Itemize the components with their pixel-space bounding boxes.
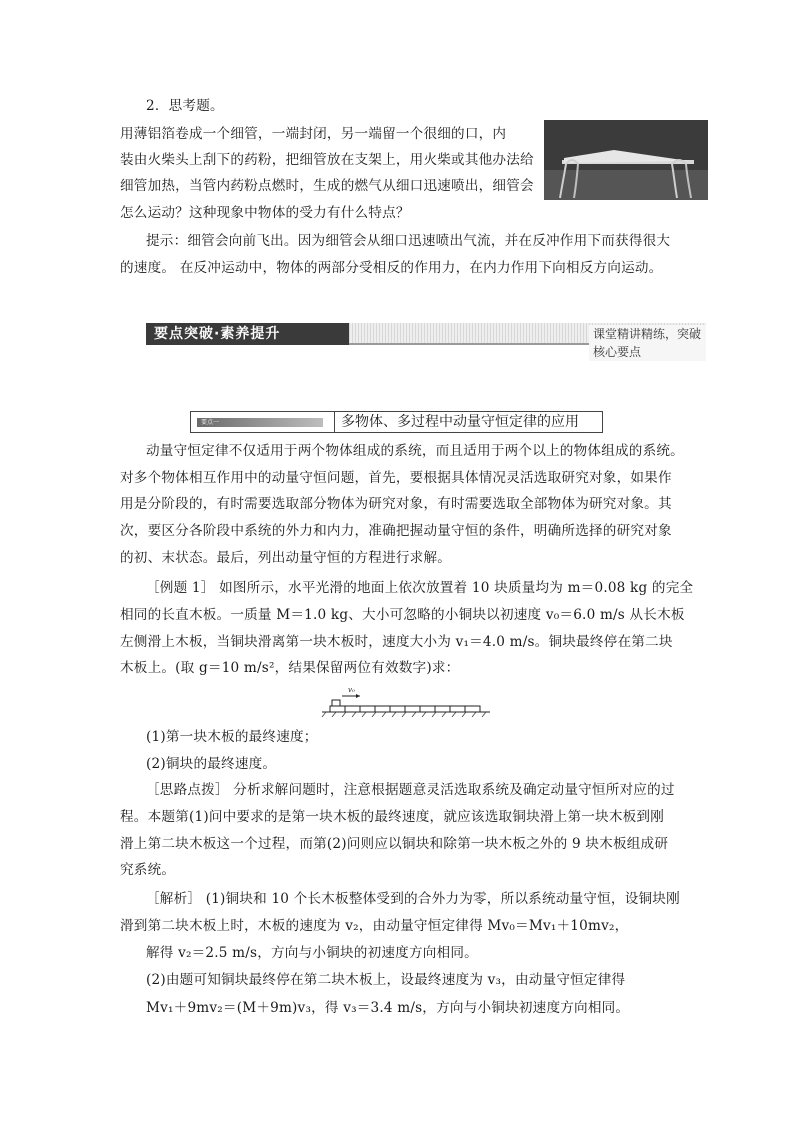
solution-line: ［解析］ (1)铜块和 10 个长木板整体受到的合外力为零，所以系统动量守恒，设铜块刚 — [146, 891, 680, 907]
thinking-line: 滑上第二块木板这一个过程，而第(2)问则应以铜块和除第一块木板之外的 9 块木板组成研 — [120, 836, 669, 852]
thinking-line: ［思路点拨］ 分析求解问题时，注意根据题意灵活选取系统及确定动量守恒所对应的过 — [146, 782, 675, 798]
banner-subtitle: 课堂精讲精练，突破核心要点 — [589, 325, 706, 361]
topic-tag — [197, 418, 323, 427]
solution-line: 解得 v₂＝2.5 m/s，方向与小铜块的初速度方向相同。 — [146, 945, 478, 961]
question-line: 怎么运动？这种现象中物体的受力有什么特点？ — [120, 205, 410, 221]
experiment-photo — [544, 120, 708, 200]
section-banner — [146, 323, 706, 359]
hint-line: 提示：细管会向前飞出。因为细管会从细口迅速喷出气流，并在反冲作用下而获得很大 — [146, 233, 671, 249]
intro-line: 用是分阶段的，有时需要选取部分物体为研究对象，有时需要选取全部物体为研究对象。其 — [120, 496, 672, 512]
boards-diagram — [320, 684, 492, 720]
solution-line: Mv₁＋9mv₂＝(M＋9m)v₃，得 v₃＝3.4 m/s，方向与小铜块初速度方向相同。 — [146, 1000, 630, 1016]
hint-line: 的速度。 在反冲运动中，物体的两部分受相反的作用力，在内力作用下向相反方向运动。 — [120, 260, 663, 276]
topic-tag-label: 要点一 — [201, 419, 220, 426]
example-line: 木板上。(取 g＝10 m/s²，结果保留两位有效数字)求： — [120, 660, 460, 676]
thinking-line: 程。本题第(1)问中要求的是第一块木板的最终速度，就应该选取铜块滑上第一块木板到刚 — [120, 809, 665, 825]
banner-title: 要点突破·素养提升 — [146, 323, 349, 345]
boards-figure — [320, 684, 492, 720]
intro-line: 次，要区分各阶段中系统的外力和内力，准确把握动量守恒的条件，明确所选择的研究对象 — [120, 523, 672, 539]
topic-title: 多物体、多过程中动量守恒定律的应用 — [341, 414, 579, 430]
question-line: 用薄铝箔卷成一个细管，一端封闭，另一端留一个很细的口，内 — [120, 126, 507, 142]
example-line: 相同的长直木板。一质量 M＝1.0 kg、大小可忽略的小铜块以初速度 v₀＝6.0 m/s 从长木板 — [120, 607, 685, 623]
thinking-line: 究系统。 — [120, 862, 176, 878]
topic-divider — [334, 412, 335, 432]
solution-line: 滑到第二块木板上时，木板的速度为 v₂，由动量守恒定律得 Mv₀＝Mv₁＋10mv₂， — [120, 918, 629, 934]
question-item: (2)铜块的最终速度。 — [146, 756, 277, 772]
solution-line: (2)由题可知铜块最终停在第二块木板上，设最终速度为 v₃，由动量守恒定律得 — [146, 972, 626, 988]
question-line: 细管加热，当管内药粉点燃时，生成的燃气从细口迅速喷出，细管会 — [120, 178, 534, 194]
intro-line: 的初、末状态。最后，列出动量守恒的方程进行求解。 — [120, 550, 452, 566]
velocity-label: v₀ — [348, 686, 355, 694]
question-item: (1)第一块木板的最终速度； — [146, 729, 318, 745]
section-heading: 2．思考题。 — [146, 98, 224, 114]
tube-on-stand-image — [544, 120, 708, 200]
topic-box — [190, 411, 603, 433]
example-line: 左侧滑上木板，当铜块滑离第一块木板时，速度大小为 v₁＝4.0 m/s。铜块最终停在第二块 — [120, 634, 673, 650]
question-line: 装由火柴头上刮下的药粉，把细管放在支架上，用火柴或其他办法给 — [120, 152, 534, 168]
banner-stripe — [349, 323, 706, 359]
intro-line: 对多个物体相互作用中的动量守恒问题，首先，要根据具体情况灵活选取研究对象，如果作 — [120, 470, 672, 486]
example-line: ［例题 1］ 如图所示，水平光滑的地面上依次放置着 10 块质量均为 m＝0.08 kg 的完全 — [146, 580, 694, 596]
intro-line: 动量守恒定律不仅适用于两个物体组成的系统，而且适用于两个以上的物体组成的系统。 — [146, 443, 684, 459]
